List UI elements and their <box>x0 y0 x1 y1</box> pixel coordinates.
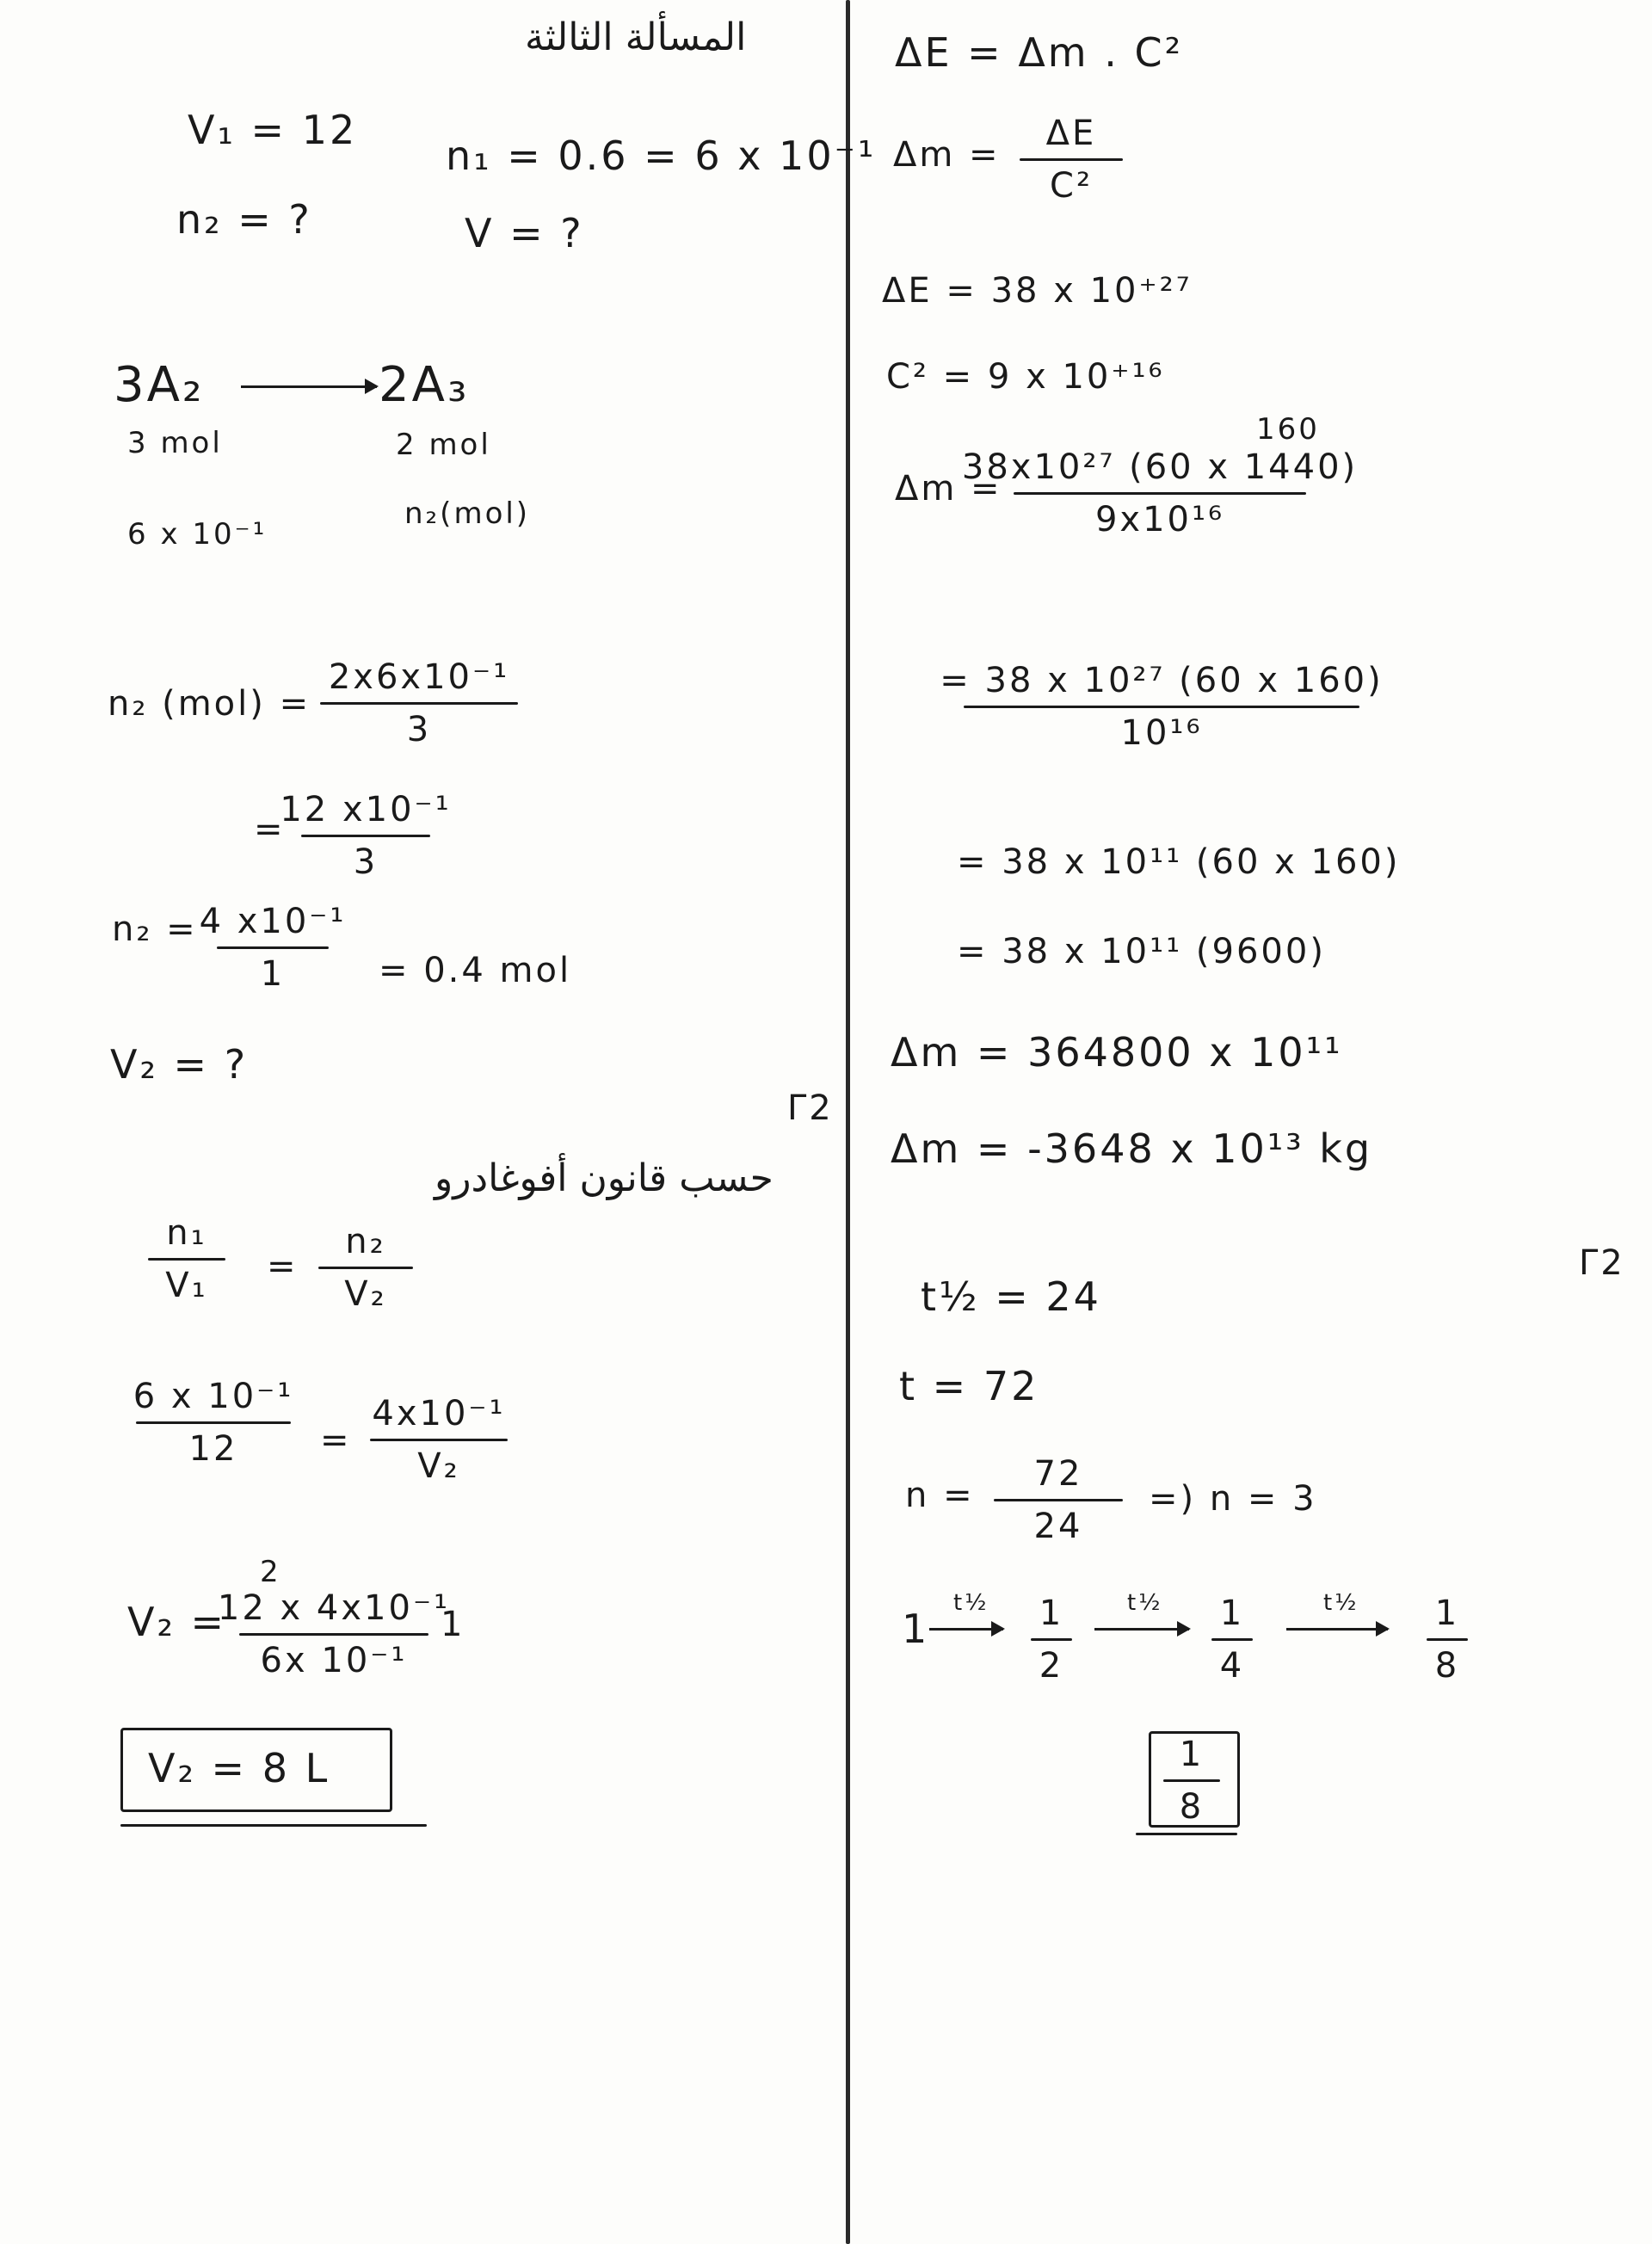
v-unknown: V = ? <box>465 210 584 256</box>
fraction-bar <box>370 1439 508 1441</box>
sub-fraction-2 <box>370 1394 508 1486</box>
time-value: t = 72 <box>899 1363 1039 1409</box>
chain-arrow-label-1: t½ <box>953 1590 989 1616</box>
fraction-denominator: 9x10¹⁶ <box>1094 500 1225 539</box>
val-reactant: 6 x 10⁻¹ <box>127 517 268 552</box>
fraction-numerator: 1 <box>1039 1594 1064 1633</box>
fraction-numerator: 6 x 10⁻¹ <box>133 1377 294 1416</box>
chain-start: 1 <box>902 1606 930 1652</box>
chain-fraction-eighth <box>1427 1594 1468 1686</box>
chain-fraction-half <box>1031 1594 1072 1686</box>
fraction-denominator: 8 <box>1434 1646 1460 1686</box>
dm-label: Δm = <box>893 135 1001 175</box>
chain-arrow-label-3: t½ <box>1323 1590 1359 1616</box>
problem-title: المسألة الثالثة <box>525 15 747 59</box>
n2-result: = 0.4 mol <box>379 951 572 990</box>
v2-unknown: V₂ = ? <box>110 1041 249 1088</box>
mark-right: Γ2 <box>1579 1243 1625 1283</box>
avog-fraction-1 <box>148 1213 225 1305</box>
v2-calc-label: V₂ = <box>127 1599 227 1645</box>
fraction-denominator: 24 <box>1033 1507 1083 1546</box>
fraction-denominator: 8 <box>1179 1787 1205 1827</box>
fraction-numerator: = 38 x 10²⁷ (60 x 160) <box>940 661 1384 700</box>
chain-arrow-label-2: t½ <box>1127 1590 1163 1616</box>
fraction-numerator: 4 x10⁻¹ <box>199 902 347 941</box>
delta-e-value: ΔE = 38 x 10⁺²⁷ <box>882 271 1193 311</box>
calc-line-5: = 38 x 10¹¹ (9600) <box>957 932 1326 971</box>
equals-sign: = <box>267 1247 299 1286</box>
fraction-numerator: 1 <box>1219 1594 1245 1633</box>
fraction-numerator: 38x10²⁷ (60 x 1440) <box>961 447 1359 487</box>
calc-line-4: = 38 x 10¹¹ (60 x 160) <box>957 842 1401 882</box>
fraction-denominator: 3 <box>406 710 432 749</box>
chain-fraction-quarter <box>1211 1594 1253 1686</box>
n2-fraction-2 <box>280 790 452 882</box>
decay-arrow-1 <box>929 1628 1003 1631</box>
n-fraction <box>994 1454 1123 1546</box>
fraction-denominator: 3 <box>353 842 379 882</box>
equals-sign: = <box>254 810 286 849</box>
n-result: =) n = 3 <box>1149 1479 1317 1519</box>
fraction-bar <box>1427 1638 1468 1641</box>
reaction-arrow <box>241 385 377 388</box>
fraction-denominator: C² <box>1050 166 1093 206</box>
fraction-denominator: 4 <box>1219 1646 1245 1686</box>
fraction-numerator: 72 <box>1033 1454 1083 1494</box>
decay-arrow-2 <box>1094 1628 1189 1631</box>
val-product: n₂(mol) <box>404 496 531 531</box>
fraction-bar <box>1211 1638 1253 1641</box>
fraction-bar <box>1163 1779 1220 1782</box>
fraction-bar <box>320 702 518 705</box>
fraction-denominator: 10¹⁶ <box>1120 713 1203 753</box>
mass-defect-result: Δm = -3648 x 10¹³ kg <box>891 1125 1373 1172</box>
fraction-numerator: n₁ <box>166 1213 207 1253</box>
fraction-numerator: n₂ <box>345 1222 386 1261</box>
column-divider <box>846 0 850 2244</box>
n1-given: n₁ = 0.6 = 6 x 10⁻¹ <box>446 133 877 179</box>
mol-reactant: 3 mol <box>127 426 223 460</box>
fraction-denominator: V₁ <box>165 1266 208 1305</box>
fraction-bar <box>1031 1638 1072 1641</box>
fraction-denominator: V₂ <box>344 1274 387 1314</box>
fraction-bar <box>1014 492 1306 495</box>
fraction-bar <box>318 1267 413 1269</box>
n2-fraction-1 <box>320 657 518 749</box>
n2-unknown: n₂ = ? <box>176 196 312 243</box>
half-life: t½ = 24 <box>921 1273 1101 1320</box>
fraction-numerator: 4x10⁻¹ <box>372 1394 506 1433</box>
avog-fraction-2 <box>318 1222 413 1314</box>
mol-product: 2 mol <box>396 428 491 462</box>
fraction-denominator: V₂ <box>417 1446 460 1486</box>
reaction-product: 2A₃ <box>379 357 470 413</box>
v1-given: V₁ = 12 <box>188 107 358 153</box>
n2mol-label: n₂ (mol) = <box>108 684 311 724</box>
n2-fraction-3 <box>199 902 347 994</box>
final-answer-left: V₂ = 8 L <box>148 1745 330 1791</box>
equals-sign: = <box>320 1421 352 1460</box>
final-underline-left <box>120 1824 427 1827</box>
note-160: 160 <box>1256 412 1320 447</box>
fraction-bar <box>964 706 1359 708</box>
fraction-bar <box>1020 158 1123 161</box>
dm2-fraction <box>961 447 1359 539</box>
fraction-denominator: 1 <box>260 954 286 994</box>
calc-line-6: Δm = 364800 x 10¹¹ <box>891 1029 1343 1076</box>
final-underline-right <box>1136 1833 1237 1835</box>
energy-formula: ΔE = Δm . C² <box>895 29 1184 76</box>
fraction-denominator: 6x 10⁻¹ <box>260 1641 408 1680</box>
fraction-numerator: 1 <box>1179 1735 1205 1774</box>
fraction-numerator: 1 <box>1434 1594 1460 1633</box>
fraction-denominator: 2 <box>1039 1646 1064 1686</box>
v2-calc-fraction <box>217 1588 451 1680</box>
mark-left: Γ2 <box>787 1088 834 1128</box>
reaction-reactant: 3A₂ <box>114 357 205 413</box>
fraction-numerator: 12 x10⁻¹ <box>280 790 452 829</box>
fraction-numerator: ΔE <box>1045 114 1097 153</box>
fraction-bar <box>994 1499 1123 1501</box>
fraction-bar <box>301 835 430 837</box>
fraction-denominator: 12 <box>188 1429 238 1469</box>
dm-fraction <box>1020 114 1123 206</box>
n-label: n = <box>905 1476 975 1515</box>
fraction-numerator: 12 x 4x10⁻¹ <box>217 1588 451 1628</box>
n2-label: n₂ = <box>112 909 198 949</box>
fraction-bar <box>239 1633 428 1636</box>
fraction-bar <box>148 1258 225 1261</box>
fraction-bar <box>217 946 329 949</box>
sub-fraction-1 <box>133 1377 294 1469</box>
avogadro-law: حسب قانون أفوغادرو <box>435 1156 774 1200</box>
fraction-bar <box>136 1421 291 1424</box>
cancel-note: 2 <box>260 1555 281 1589</box>
final-answer-right <box>1163 1735 1220 1827</box>
c-squared-value: C² = 9 x 10⁺¹⁶ <box>886 357 1165 397</box>
decay-arrow-3 <box>1286 1628 1388 1631</box>
dm3-fraction <box>940 661 1384 753</box>
fraction-numerator: 2x6x10⁻¹ <box>328 657 510 697</box>
v2-calc-tail: 1 <box>441 1605 465 1644</box>
dm2-label: Δm = <box>895 469 1002 509</box>
